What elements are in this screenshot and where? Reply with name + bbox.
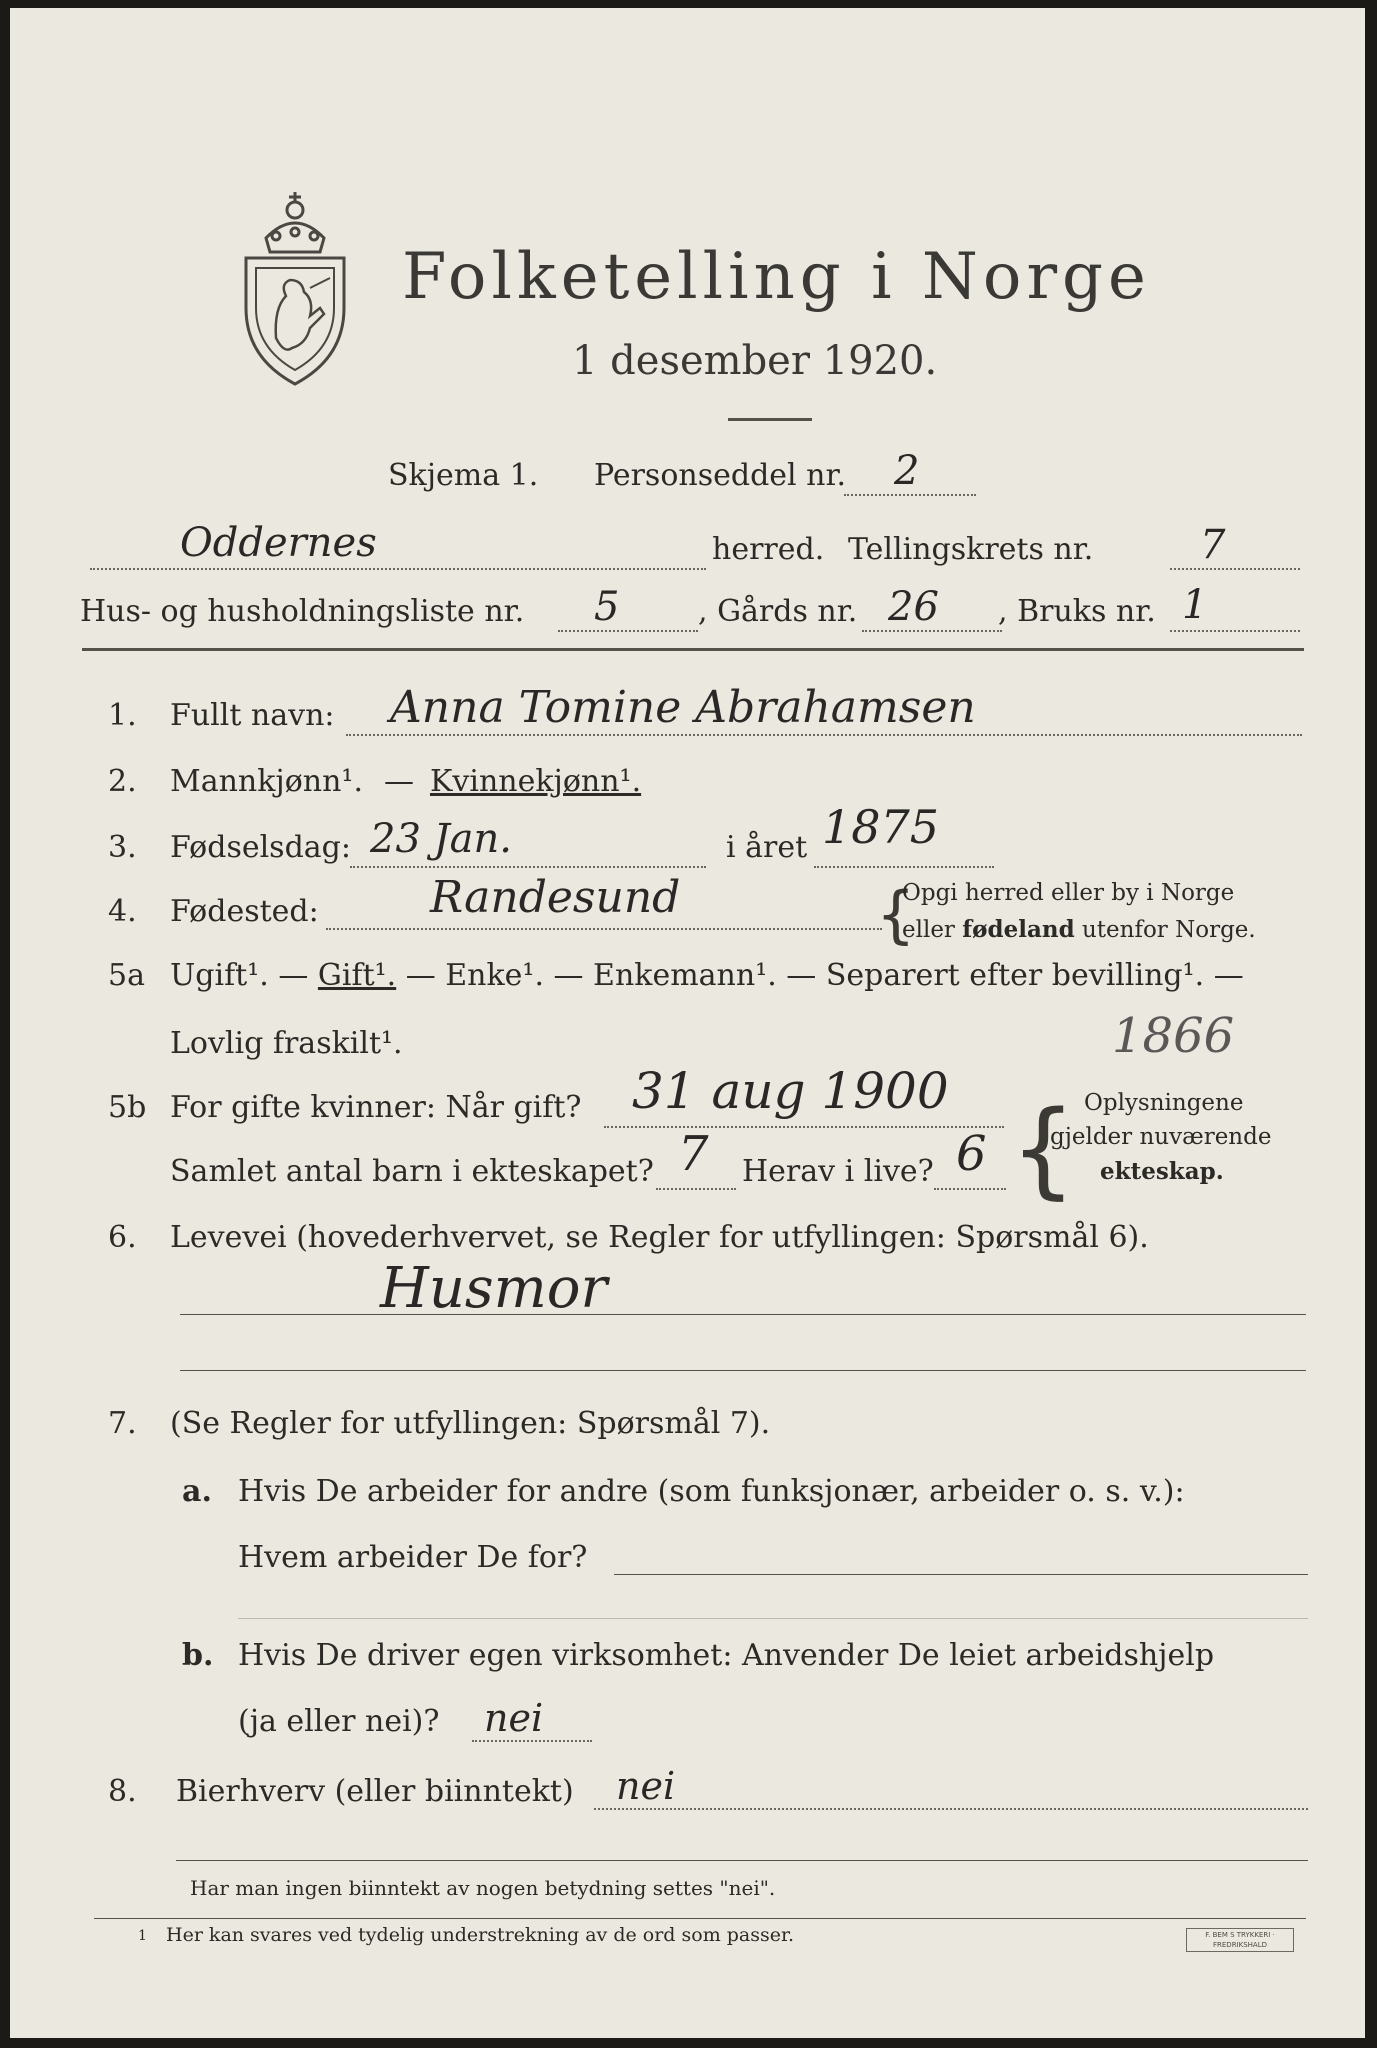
tellingskrets-field-line bbox=[1170, 568, 1300, 570]
q6-number: 6. bbox=[108, 1220, 137, 1255]
herred-value: Oddernes bbox=[180, 520, 377, 566]
q5b-alive-line bbox=[934, 1188, 1006, 1190]
occupation-value: Husmor bbox=[380, 1256, 608, 1321]
personseddel-field-line bbox=[844, 494, 976, 496]
census-date: 1 desember 1920. bbox=[572, 338, 938, 384]
q8-answer-line2 bbox=[176, 1860, 1308, 1861]
footnote-text: Her kan svares ved tydelig understrekning av de ord som passer. bbox=[166, 1924, 795, 1946]
q5a-line2: Lovlig fraskilt¹. bbox=[170, 1026, 403, 1061]
q8-number: 8. bbox=[108, 1774, 137, 1809]
q2-kvinne: Kvinnekjønn¹. bbox=[430, 764, 642, 799]
birthplace-value: Randesund bbox=[430, 872, 681, 923]
bruks-field-line bbox=[1170, 630, 1300, 632]
q7a-letter: a. bbox=[182, 1474, 212, 1509]
q7a-question: Hvem arbeider De for? bbox=[238, 1540, 588, 1575]
q4-brace: { bbox=[876, 878, 916, 951]
footnote-rule bbox=[94, 1918, 1306, 1919]
q3-year-line bbox=[814, 866, 994, 868]
q5b-alive-label: Herav i live? bbox=[742, 1154, 934, 1189]
q4-number: 4. bbox=[108, 894, 137, 929]
q8-label: Bierhverv (eller biinntekt) bbox=[176, 1774, 574, 1809]
gards-label: , Gårds nr. bbox=[698, 594, 858, 629]
q7-label: (Se Regler for utfyllingen: Spørsmål 7). bbox=[170, 1406, 771, 1441]
q7b-value: nei bbox=[484, 1696, 544, 1740]
q7a-answer-line2 bbox=[238, 1618, 1308, 1619]
q5a-gift: Gift¹. bbox=[317, 958, 397, 993]
q7a-answer-line bbox=[614, 1574, 1308, 1575]
q4-field-line bbox=[326, 928, 882, 930]
q5a-ugift: Ugift¹. bbox=[170, 958, 269, 993]
q7b-letter: b. bbox=[182, 1638, 214, 1673]
gards-field-line bbox=[862, 630, 1002, 632]
census-form bbox=[10, 8, 1365, 2038]
header-rule bbox=[82, 648, 1304, 651]
husliste-value: 5 bbox=[594, 584, 620, 630]
q3-number: 3. bbox=[108, 830, 137, 865]
footer-note: Har man ingen biinntekt av nogen betydning settes "nei". bbox=[190, 1876, 776, 1900]
q1-number: 1. bbox=[108, 698, 137, 733]
q5b-children-line bbox=[656, 1188, 736, 1190]
q4-note-line1: Opgi herred eller by i Norge bbox=[902, 880, 1235, 906]
q4-label: Fødested: bbox=[170, 894, 319, 929]
printer-stamp: F. BEM S TRYKKERI · FREDRIKSHALD bbox=[1186, 1928, 1294, 1952]
q5b-note-line2: gjelder nuværende bbox=[1050, 1124, 1272, 1150]
q5b-children-label: Samlet antal barn i ekteskapet? bbox=[170, 1154, 654, 1189]
skjema-label: Skjema 1. bbox=[388, 458, 539, 493]
bruks-value: 1 bbox=[1182, 582, 1208, 628]
title-divider bbox=[728, 418, 812, 421]
q5a-margin-note: 1866 bbox=[1112, 1008, 1235, 1064]
personseddel-label: Personseddel nr. bbox=[594, 458, 847, 493]
tellingskrets-label: Tellingskrets nr. bbox=[848, 532, 1094, 567]
q4-note-fodeland: fødeland bbox=[962, 916, 1075, 943]
q2-number: 2. bbox=[108, 764, 137, 799]
q5b-label: For gifte kvinner: Når gift? bbox=[170, 1090, 582, 1125]
herred-label: herred. bbox=[712, 532, 825, 567]
q5b-note-line3: ekteskap. bbox=[1100, 1158, 1224, 1185]
herred-field-line bbox=[90, 568, 706, 570]
q4-note-utenfor: utenfor Norge. bbox=[1081, 917, 1256, 943]
married-date-value: 31 aug 1900 bbox=[632, 1062, 949, 1120]
footnote-mark: 1 bbox=[138, 1928, 147, 1944]
q2-dash: — bbox=[384, 764, 414, 799]
coat-of-arms-icon bbox=[236, 188, 354, 388]
q5a-sep: — bbox=[278, 958, 309, 993]
q8-value: nei bbox=[616, 1764, 676, 1808]
q3-day-line bbox=[350, 866, 706, 868]
q7a-text: Hvis De arbeider for andre (som funksjonær, arbeider o. s. v.): bbox=[238, 1474, 1185, 1509]
q7-number: 7. bbox=[108, 1406, 137, 1441]
form-title: Folketelling i Norge bbox=[402, 240, 1151, 314]
personseddel-value: 2 bbox=[894, 448, 920, 494]
q4-note-eller: eller bbox=[902, 917, 955, 943]
gards-value: 26 bbox=[888, 584, 939, 630]
q5b-number: 5b bbox=[108, 1090, 147, 1125]
q6-answer-line2 bbox=[180, 1370, 1306, 1371]
q5a-options bbox=[170, 958, 1244, 993]
birth-year-value: 1875 bbox=[822, 800, 940, 854]
q3-label: Fødselsdag: bbox=[170, 830, 351, 865]
husliste-field-line bbox=[558, 630, 698, 632]
q6-label: Levevei (hovederhvervet, se Regler for utfyllingen: Spørsmål 6). bbox=[170, 1220, 1149, 1255]
full-name-value: Anna Tomine Abrahamsen bbox=[390, 682, 976, 733]
children-count-value: 7 bbox=[678, 1126, 709, 1182]
q5b-note-line1: Oplysningene bbox=[1084, 1090, 1244, 1116]
tellingskrets-value: 7 bbox=[1200, 522, 1226, 568]
birth-day-value: 23 Jan. bbox=[370, 816, 512, 862]
q7b-question: (ja eller nei)? bbox=[238, 1704, 440, 1739]
q1-field-line bbox=[346, 734, 1302, 736]
q7b-text: Hvis De driver egen virksomhet: Anvender De leiet arbeidshjelp bbox=[238, 1638, 1215, 1673]
q5b-married-line bbox=[604, 1126, 1004, 1128]
q5a-number: 5a bbox=[108, 958, 145, 993]
q8-answer-line bbox=[594, 1808, 1308, 1810]
husliste-label: Hus- og husholdningsliste nr. bbox=[80, 594, 525, 629]
q5b-brace: { bbox=[1010, 1088, 1077, 1210]
bruks-label: , Bruks nr. bbox=[998, 594, 1156, 629]
q7b-answer-line bbox=[472, 1740, 592, 1742]
q2-mann: Mannkjønn¹. bbox=[170, 764, 363, 799]
q4-note-line2 bbox=[902, 916, 1256, 943]
q3-year-label: i året bbox=[726, 830, 808, 865]
q6-answer-line1 bbox=[180, 1314, 1306, 1315]
children-alive-value: 6 bbox=[956, 1126, 987, 1182]
q5a-rest: — Enke¹. — Enkemann¹. — Separert efter bevilling¹. — bbox=[405, 958, 1244, 993]
q1-label: Fullt navn: bbox=[170, 698, 335, 733]
